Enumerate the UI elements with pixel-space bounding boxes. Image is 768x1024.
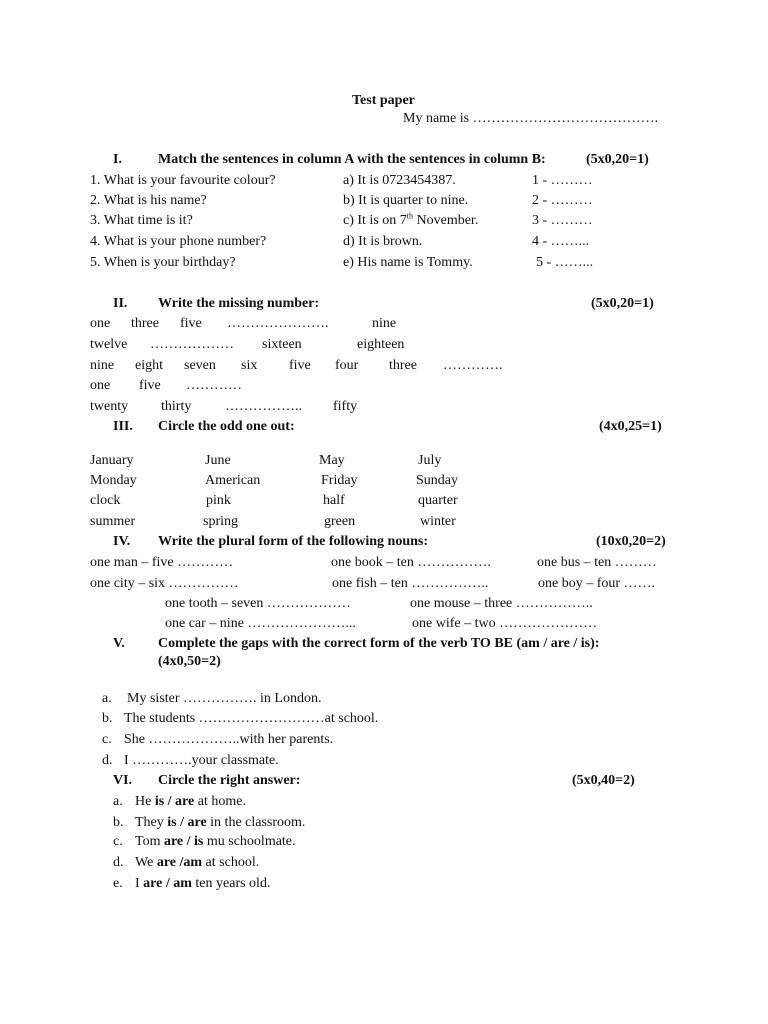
choice-sentence xyxy=(135,854,259,872)
sentence-text: ten years old. xyxy=(191,876,271,891)
answer-text: November. xyxy=(413,213,479,228)
number-word: seven xyxy=(184,358,216,373)
word-choice: half xyxy=(323,493,345,508)
answer-options: are /am xyxy=(156,855,203,870)
word-choice: American xyxy=(205,473,261,488)
question: 5. When is your birthday? xyxy=(90,255,236,270)
section-heading: Circle the right answer: xyxy=(158,773,301,788)
answer: d) It is brown. xyxy=(343,234,423,249)
number-word: eighteen xyxy=(357,337,405,352)
answer-options: are / am xyxy=(143,876,192,891)
section-heading: Complete the gaps with the correct form of the verb TO BE (am / are / is): xyxy=(158,636,600,651)
word-choice: clock xyxy=(90,493,121,508)
section-number: V. xyxy=(113,636,125,651)
list-marker: a. xyxy=(113,794,123,809)
plural-item: one wife – two ………………… xyxy=(412,616,598,631)
plural-item: one mouse – three …………….. xyxy=(410,596,593,611)
answer-options: is / are xyxy=(167,815,207,830)
section-score: (5x0,20=1) xyxy=(591,296,654,311)
number-word: five xyxy=(139,378,161,393)
gap-sentence: The students ………………………at school. xyxy=(124,711,379,726)
plural-item: one boy – four ……. xyxy=(538,576,656,591)
word-choice: spring xyxy=(203,514,238,529)
list-marker: a. xyxy=(102,691,112,706)
section-score: (4x0,25=1) xyxy=(599,419,662,434)
plural-item: one fish – ten …………….. xyxy=(332,576,489,591)
number-word: one xyxy=(90,378,111,393)
answer: a) It is 0723454387. xyxy=(343,173,456,188)
sentence-text: at school. xyxy=(202,855,260,870)
match-blank: 1 - ……… xyxy=(532,173,593,188)
match-blank: 3 - ……… xyxy=(532,213,593,228)
choice-sentence xyxy=(135,875,270,893)
ordinal-suffix: th xyxy=(406,211,413,221)
number-word: twenty xyxy=(90,399,129,414)
sentence-text: in the classroom. xyxy=(206,815,306,830)
list-marker: e. xyxy=(113,876,123,891)
plural-item: one car – nine …………………... xyxy=(165,616,356,631)
match-blank: 5 - ……... xyxy=(536,255,594,270)
sentence-text: They xyxy=(135,815,168,830)
plural-item: one city – six …………… xyxy=(90,576,239,591)
gap-sentence: She ………………..with her parents. xyxy=(124,732,334,747)
section-score: (10x0,20=2) xyxy=(596,534,666,549)
word-choice: May xyxy=(319,453,345,468)
number-word: nine xyxy=(372,316,397,331)
number-word: sixteen xyxy=(262,337,302,352)
number-word: eight xyxy=(135,358,163,373)
plural-item: one man – five ………… xyxy=(90,555,234,570)
section-number: II. xyxy=(113,296,128,311)
list-marker: c. xyxy=(102,732,112,747)
list-marker: d. xyxy=(113,855,124,870)
word-choice: green xyxy=(324,514,356,529)
plural-item: one bus – ten ……… xyxy=(537,555,657,570)
list-marker: b. xyxy=(113,815,124,830)
word-choice: winter xyxy=(420,514,456,529)
section-heading: Write the plural form of the following nouns: xyxy=(158,534,429,549)
section-score: (5x0,40=2) xyxy=(572,773,635,788)
number-word: four xyxy=(335,358,359,373)
gap-sentence: I ………….your classmate. xyxy=(124,753,279,768)
word-choice: summer xyxy=(90,514,136,529)
answer-options: is / are xyxy=(154,794,195,809)
word-choice: Sunday xyxy=(416,473,458,488)
word-choice: quarter xyxy=(418,493,458,508)
choice-sentence xyxy=(135,814,305,832)
number-word: twelve xyxy=(90,337,128,352)
choice-sentence xyxy=(135,793,246,811)
number-word: fifty xyxy=(333,399,358,414)
number-blank: …………. xyxy=(443,358,503,373)
word-choice: June xyxy=(205,453,231,468)
question: 3. What time is it? xyxy=(90,213,193,228)
name-line: My name is …………………………………. xyxy=(403,111,659,126)
word-choice: pink xyxy=(206,493,231,508)
section-heading: Match the sentences in column A with the sentences in column B: xyxy=(158,152,546,167)
sentence-text: We xyxy=(135,855,157,870)
number-word: thirty xyxy=(161,399,192,414)
number-word: three xyxy=(389,358,417,373)
question: 2. What is his name? xyxy=(90,193,207,208)
number-blank: ……………… xyxy=(150,337,234,352)
number-word: five xyxy=(180,316,202,331)
number-blank: …………….. xyxy=(225,399,302,414)
word-choice: Monday xyxy=(90,473,137,488)
answer-options: are / is xyxy=(163,834,204,849)
gap-sentence: My sister ……………. in London. xyxy=(127,691,322,706)
number-blank: …………………. xyxy=(227,316,329,331)
sentence-text: mu schoolmate. xyxy=(203,834,296,849)
list-marker: b. xyxy=(102,711,113,726)
section-number: III. xyxy=(113,419,133,434)
section-number: VI. xyxy=(113,773,133,788)
page-title: Test paper xyxy=(352,93,415,108)
answer xyxy=(343,212,478,230)
sentence-text: I xyxy=(135,876,144,891)
plural-item: one tooth – seven ……………… xyxy=(165,596,351,611)
word-choice: January xyxy=(90,453,134,468)
sentence-text: Tom xyxy=(135,834,164,849)
section-heading: Circle the odd one out: xyxy=(158,419,295,434)
number-word: one xyxy=(90,316,111,331)
number-word: three xyxy=(131,316,159,331)
word-choice: July xyxy=(418,453,442,468)
section-score: (5x0,20=1) xyxy=(586,152,649,167)
plural-item: one book – ten ……………. xyxy=(331,555,491,570)
sentence-text: He xyxy=(135,794,155,809)
answer: b) It is quarter to nine. xyxy=(343,193,469,208)
list-marker: d. xyxy=(102,753,113,768)
section-number: IV. xyxy=(113,534,131,549)
choice-sentence xyxy=(135,833,296,851)
question: 4. What is your phone number? xyxy=(90,234,267,249)
section-heading: Write the missing number: xyxy=(158,296,320,311)
number-word: nine xyxy=(90,358,115,373)
number-word: six xyxy=(241,358,258,373)
match-blank: 4 - ……... xyxy=(532,234,590,249)
word-choice: Friday xyxy=(321,473,358,488)
match-blank: 2 - ……… xyxy=(532,193,593,208)
question: 1. What is your favourite colour? xyxy=(90,173,276,188)
section-score: (4x0,50=2) xyxy=(158,654,221,669)
section-number: I. xyxy=(113,152,122,167)
sentence-text: at home. xyxy=(194,794,246,809)
list-marker: c. xyxy=(113,834,123,849)
number-blank: ………… xyxy=(186,378,242,393)
answer-text: c) It is on 7 xyxy=(343,213,407,228)
answer: e) His name is Tommy. xyxy=(343,255,473,270)
number-word: five xyxy=(289,358,311,373)
